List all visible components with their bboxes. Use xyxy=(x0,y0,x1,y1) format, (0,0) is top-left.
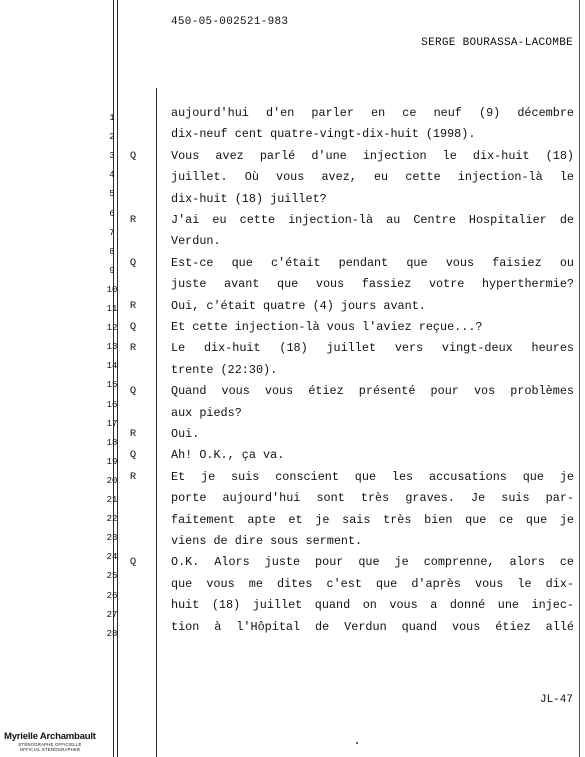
witness-name: SERGE BOURASSA-LACOMBE xyxy=(421,37,573,49)
line-number: 1 xyxy=(109,113,115,123)
stray-mark xyxy=(356,742,358,744)
line-number: 11 xyxy=(106,304,118,314)
right-margin-rule xyxy=(579,0,580,757)
line-number: 27 xyxy=(106,609,118,620)
transcript-line: tion à l'Hôpital de Verdun quand vous étiez allé xyxy=(171,619,574,634)
line-number: 18 xyxy=(106,437,118,448)
speaker-marker: Q xyxy=(129,149,137,162)
line-number: 5 xyxy=(109,189,115,200)
speaker-marker: Q xyxy=(129,556,137,569)
transcript-line: Et cette injection-là vous l'aviez reçue...? xyxy=(171,320,483,334)
line-number: 25 xyxy=(106,571,118,582)
transcript-line: Quand vous vous étiez présenté pour vos problèmes xyxy=(171,384,574,399)
line-number: 4 xyxy=(109,170,115,181)
line-number: 20 xyxy=(106,475,118,486)
line-number: 21 xyxy=(106,495,118,505)
line-number: 15 xyxy=(106,380,118,391)
speaker-column-rule xyxy=(156,88,157,757)
line-number: 8 xyxy=(109,246,115,257)
line-number: 23 xyxy=(106,533,118,544)
transcript-line: O.K. Alors juste pour que je comprenne, alors ce xyxy=(171,555,574,570)
line-number: 16 xyxy=(106,399,118,410)
transcript-line: Verdun. xyxy=(171,234,221,249)
transcript-line: Oui, c'était quatre (4) jours avant. xyxy=(171,298,426,313)
line-number: 10 xyxy=(106,284,118,295)
transcript-line: juste avant que vous fassiez votre hyperthermie? xyxy=(171,277,574,292)
transcript-line: que vous me dites c'est que d'après vous le dix- xyxy=(171,576,574,591)
transcript-line: porte aujourd'hui sont très graves. Je suis par- xyxy=(171,491,574,506)
speaker-marker: R xyxy=(129,428,137,440)
line-number: 22 xyxy=(106,514,118,525)
page-code: JL-47 xyxy=(539,694,573,706)
stenographer-title-fr: STÉNOGRAPHE OFFICIELLE xyxy=(18,742,82,747)
stenographer-name: Myrielle Archambault xyxy=(4,731,96,742)
stenographer-logo xyxy=(4,731,96,752)
speaker-marker: R xyxy=(129,470,137,483)
stenographer-title-en: OFFICIAL STENOGRAPHER xyxy=(19,747,81,752)
line-number: 13 xyxy=(106,342,118,353)
speaker-marker: R xyxy=(129,342,137,355)
transcript-line: aux pieds? xyxy=(171,405,242,420)
line-number: 6 xyxy=(109,208,115,219)
line-number: 28 xyxy=(106,628,118,639)
line-number: 17 xyxy=(106,418,118,429)
transcript-line: Ah! O.K., ça va. xyxy=(171,448,285,463)
transcript-line: dix-huit (18) juillet? xyxy=(171,191,327,206)
file-number: 450-05-002521-983 xyxy=(171,16,289,28)
transcript-line: juillet. Où vous avez, eu cette injection-là le xyxy=(171,170,574,185)
transcript-line: trente (22:30). xyxy=(171,362,278,377)
line-number: 3 xyxy=(109,151,115,162)
transcript-line: aujourd'hui d'en parler en ce neuf (9) décembre xyxy=(171,106,574,120)
transcript-line: Et je suis conscient que les accusations que je xyxy=(171,469,574,484)
line-number: 14 xyxy=(106,361,118,372)
speaker-marker: Q xyxy=(129,385,137,398)
speaker-marker: R xyxy=(129,299,137,312)
transcript-line: Est-ce que c'était pendant que vous faisiez ou xyxy=(171,255,574,270)
speaker-marker: R xyxy=(129,214,137,226)
speaker-marker: Q xyxy=(129,256,137,269)
transcript-line: Oui. xyxy=(171,427,200,441)
transcript-line: J'ai eu cette injection-là au Centre Hospitalier de xyxy=(171,213,574,227)
transcript-line: huit (18) juillet quand on vous a donné une injec- xyxy=(171,598,574,613)
line-number: 7 xyxy=(109,227,115,238)
speaker-marker: Q xyxy=(129,449,137,462)
line-number: 19 xyxy=(106,456,118,467)
line-number: 2 xyxy=(109,132,115,143)
transcript-line: dix-neuf cent quatre-vingt-dix-huit (1998). xyxy=(171,127,476,142)
transcript-line: viens de dire sous serment. xyxy=(171,534,363,548)
speaker-marker: Q xyxy=(129,321,137,333)
transcript-line: Le dix-huit (18) juillet vers vingt-deux heures xyxy=(171,341,574,356)
line-number: 26 xyxy=(106,590,118,601)
line-number: 24 xyxy=(106,552,118,563)
line-number: 9 xyxy=(109,265,115,276)
line-number: 12 xyxy=(106,323,118,334)
transcript-line: Vous avez parlé d'une injection le dix-huit (18) xyxy=(171,148,574,163)
transcript-line: faitement apte et je sais très bien que ce que je xyxy=(171,512,574,527)
